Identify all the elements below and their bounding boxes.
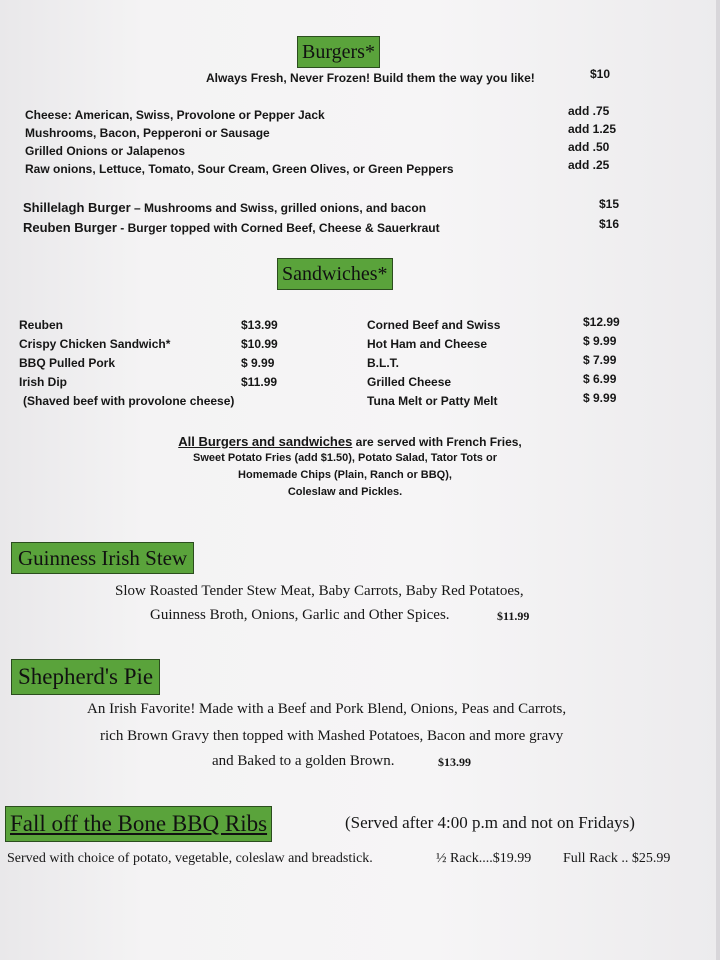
special-burger: [23, 219, 440, 237]
pie-desc-line2: rich Brown Gravy then topped with Mashed Potatoes, Bacon and more gravy: [100, 728, 564, 744]
sides-note: [0, 433, 700, 451]
special-burger-separator: –: [130, 201, 144, 215]
special-burger-separator: -: [116, 221, 128, 235]
ribs-desc: Served with choice of potato, vegetable, coleslaw and breadstick.: [7, 851, 373, 866]
ribs-heading: Fall off the Bone BBQ Ribs: [5, 806, 272, 842]
addon-price: add 1.25: [568, 122, 617, 136]
sandwich-price: $10.99: [241, 337, 278, 351]
burgers-heading: Burgers*: [297, 36, 380, 68]
sandwich-price: $ 9.99: [583, 334, 617, 348]
sandwich-price: $ 9.99: [241, 356, 275, 370]
addon-label: Cheese: American, Swiss, Provolone or Pepper Jack: [25, 108, 325, 122]
sides-note-line3: Homemade Chips (Plain, Ranch or BBQ),: [238, 469, 452, 481]
stew-desc-line1: Slow Roasted Tender Stew Meat, Baby Carrots, Baby Red Potatoes,: [115, 583, 524, 599]
sandwich-name: Irish Dip: [19, 375, 68, 389]
addon-label: Raw onions, Lettuce, Tomato, Sour Cream, Green Olives, or Green Peppers: [25, 162, 454, 176]
special-burger: [23, 199, 426, 217]
sandwich-price: $ 9.99: [583, 391, 617, 405]
sandwich-name: Grilled Cheese: [367, 375, 452, 389]
page-edge: [716, 0, 720, 960]
sandwich-note: (Shaved beef with provolone cheese): [23, 394, 235, 408]
sandwich-price: $12.99: [583, 315, 620, 329]
sandwich-name: Crispy Chicken Sandwich*: [19, 337, 171, 351]
special-burger-desc: Mushrooms and Swiss, grilled onions, and bacon: [143, 201, 427, 215]
special-burger-name: Shillelagh Burger: [23, 200, 131, 215]
special-burger-price: $15: [599, 197, 620, 211]
sides-note-line2: Sweet Potato Fries (add $1.50), Potato Salad, Tator Tots or: [193, 452, 497, 464]
stew-desc-line2: Guinness Broth, Onions, Garlic and Other Spices.: [150, 607, 450, 623]
addon-price: add .75: [568, 104, 610, 118]
burgers-subtitle: Always Fresh, Never Frozen! Build them the way you like!: [206, 71, 535, 85]
sandwich-price: $ 7.99: [583, 353, 617, 367]
addon-price: add .25: [568, 158, 610, 172]
special-burger-name: Reuben Burger: [23, 220, 117, 235]
special-burger-desc: Burger topped with Corned Beef, Cheese & Sauerkraut: [127, 221, 440, 235]
sandwich-price: $11.99: [241, 375, 278, 389]
sides-note-lead: All Burgers and sandwiches: [178, 434, 353, 449]
sandwich-price: $13.99: [241, 318, 278, 332]
pie-heading: Shepherd's Pie: [11, 659, 160, 695]
sandwiches-heading: Sandwiches*: [277, 258, 393, 290]
pie-desc-line3: and Baked to a golden Brown.: [212, 753, 395, 769]
addon-label: Grilled Onions or Jalapenos: [25, 144, 186, 158]
sandwich-price: $ 6.99: [583, 372, 617, 386]
pie-desc-line1: An Irish Favorite! Made with a Beef and Pork Blend, Onions, Peas and Carrots,: [87, 701, 567, 717]
sandwich-name: Reuben: [19, 318, 64, 332]
sides-note-line4: Coleslaw and Pickles.: [287, 486, 403, 498]
sandwich-name: B.L.T.: [367, 356, 399, 370]
ribs-half-rack: ½ Rack....$19.99: [436, 851, 532, 866]
burgers-base-price: $10: [590, 67, 611, 81]
ribs-note: (Served after 4:00 p.m and not on Fridays): [345, 813, 635, 832]
ribs-full-rack: Full Rack .. $25.99: [563, 851, 671, 866]
pie-price: $13.99: [438, 755, 471, 769]
stew-price: $11.99: [497, 609, 530, 623]
sandwich-name: Tuna Melt or Patty Melt: [367, 394, 498, 408]
addon-price: add .50: [568, 140, 610, 154]
sandwich-name: Hot Ham and Cheese: [367, 337, 488, 351]
sandwich-name: Corned Beef and Swiss: [367, 318, 501, 332]
stew-heading: Guinness Irish Stew: [11, 542, 194, 574]
special-burger-price: $16: [599, 217, 620, 231]
sandwich-name: BBQ Pulled Pork: [19, 356, 116, 370]
sides-note-line1: are served with French Fries,: [352, 435, 522, 449]
addon-label: Mushrooms, Bacon, Pepperoni or Sausage: [25, 126, 270, 140]
